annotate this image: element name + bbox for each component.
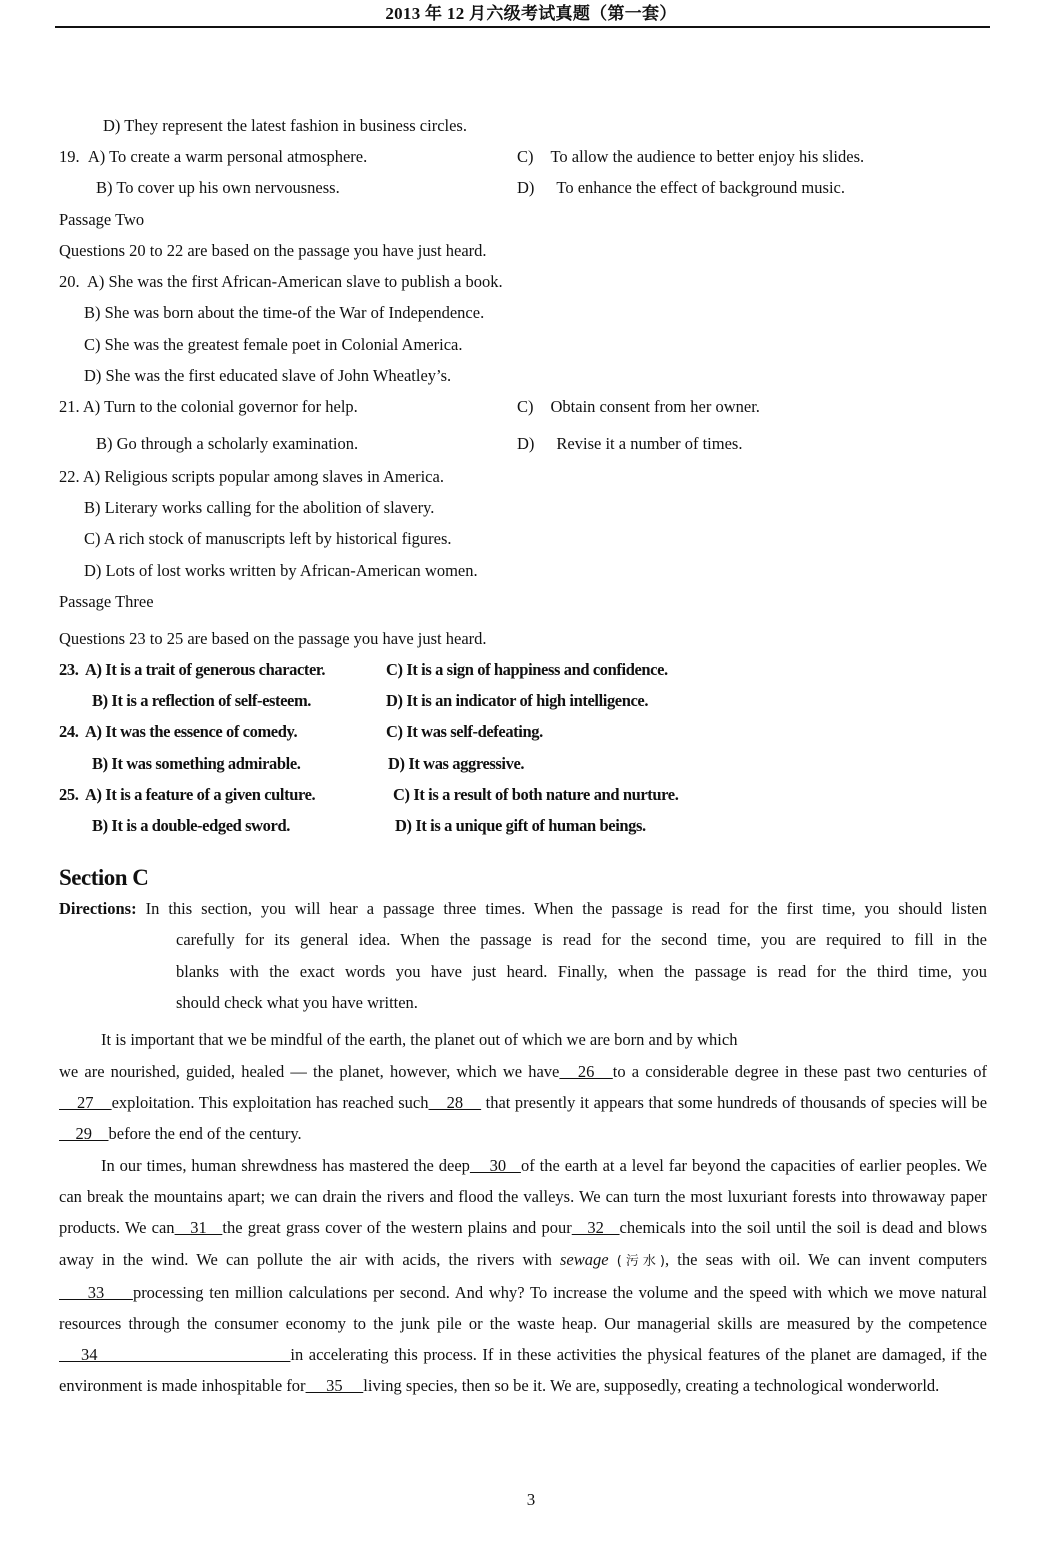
q19-c-text: To allow the audience to better enjoy his slides. bbox=[550, 147, 865, 166]
passage-two-intro: Questions 20 to 22 are based on the passage you have just heard. bbox=[59, 241, 487, 260]
q21-option-d bbox=[517, 434, 742, 454]
q25-option-c: C) It is a result of both nature and nurture. bbox=[393, 785, 679, 804]
passage-text: exploitation. This exploitation has reached such bbox=[111, 1093, 429, 1113]
q24-option-c: C) It was self-defeating. bbox=[386, 722, 543, 741]
q19-d-text: To enhance the effect of background music. bbox=[556, 178, 845, 197]
passage-three-intro: Questions 23 to 25 are based on the passage you have just heard. bbox=[59, 629, 487, 648]
passage-text: the great grass cover of the western plains and pour bbox=[222, 1218, 572, 1238]
passage-text: that presently it appears that some hundreds of thousands of species will be bbox=[481, 1093, 988, 1113]
header-divider bbox=[55, 26, 990, 28]
passage-text: chemicals into the soil until the soil is dead and blows away in the wind. We can pollute the air with acids, the rivers with bbox=[59, 1218, 988, 1269]
q19-option-a bbox=[59, 147, 367, 167]
q19-option-d bbox=[517, 178, 845, 198]
q22-option-a: 22. A) Religious scripts popular among slaves in America. bbox=[59, 467, 444, 486]
sewage-gloss: (污水) bbox=[608, 1253, 665, 1269]
blank-28: 28 bbox=[428, 1093, 482, 1113]
passage-p1-line-1: It is important that we be mindful of the earth, the planet out of which we are born and by which bbox=[101, 1030, 738, 1049]
passage-paragraph-2 bbox=[59, 1150, 987, 1402]
directions-label: Directions: bbox=[59, 899, 137, 918]
q21-option-c bbox=[517, 397, 760, 417]
q23-option-d: D) It is an indicator of high intelligence. bbox=[386, 691, 649, 710]
q25-option-a: 25. A) It is a feature of a given culture. bbox=[59, 785, 316, 804]
q21-option-b: B) Go through a scholarly examination. bbox=[96, 434, 359, 453]
sewage-word: sewage bbox=[560, 1249, 609, 1269]
passage-text: to a considerable degree in these past two centuries of bbox=[612, 1062, 988, 1081]
q25-option-d: D) It is a unique gift of human beings. bbox=[395, 816, 646, 835]
q23-option-c: C) It is a sign of happiness and confidence. bbox=[386, 660, 668, 679]
q22-option-b: B) Literary works calling for the abolition of slavery. bbox=[84, 498, 435, 517]
blank-32: 32 bbox=[571, 1218, 620, 1238]
blank-27: 27 bbox=[59, 1093, 112, 1113]
q19-number: 19. bbox=[59, 147, 80, 166]
q19-c-label: C) bbox=[517, 147, 534, 166]
q20-option-c: C) She was the greatest female poet in Colonial America. bbox=[84, 335, 463, 354]
q19-option-b: B) To cover up his own nervousness. bbox=[96, 178, 340, 197]
blank-29: 29 bbox=[59, 1124, 109, 1144]
page-number: 3 bbox=[526, 1490, 536, 1509]
blank-33: 33 bbox=[59, 1282, 133, 1302]
passage-text: in accelerating this process. If in these activities the physical features of the planet are damaged, if the environment is made inhospitable for bbox=[59, 1345, 987, 1396]
passage-text: , the seas with oil. We can invent computers bbox=[664, 1249, 987, 1269]
q24-option-d: D) It was aggressive. bbox=[388, 754, 525, 773]
directions-line-4: should check what you have written. bbox=[176, 993, 418, 1012]
q23-option-a: 23. A) It is a trait of generous character. bbox=[59, 660, 326, 679]
page-header-title: 2013 年 12 月六级考试真题（第一套） bbox=[385, 4, 677, 23]
q24-option-a: 24. A) It was the essence of comedy. bbox=[59, 722, 298, 741]
q21-option-a: 21. A) Turn to the colonial governor for help. bbox=[59, 397, 358, 416]
passage-text: living species, then so be it. We are, supposedly, creating a technological wonderworld. bbox=[363, 1376, 940, 1396]
q19-a-text: A) To create a warm personal atmosphere. bbox=[87, 147, 368, 166]
q20-option-d: D) She was the first educated slave of John Wheatley’s. bbox=[84, 366, 452, 385]
q21-d-label: D) bbox=[517, 434, 535, 453]
blank-31: 31 bbox=[174, 1218, 223, 1238]
q24-option-b: B) It was something admirable. bbox=[92, 754, 301, 773]
passage-text: before the end of the century. bbox=[108, 1124, 302, 1144]
section-c-title: Section C bbox=[59, 865, 149, 890]
blank-34: 34 bbox=[59, 1345, 291, 1365]
passage-text: In our times, human shrewdness has mastered the deep bbox=[101, 1156, 470, 1175]
q21-c-label: C) bbox=[517, 397, 534, 416]
q18-option-d: D) They represent the latest fashion in business circles. bbox=[103, 116, 467, 135]
passage-paragraph-1 bbox=[59, 1056, 987, 1150]
blank-26: 26 bbox=[559, 1062, 613, 1081]
q19-option-c bbox=[517, 147, 864, 167]
q21-d-text: Revise it a number of times. bbox=[556, 434, 743, 453]
directions-line-3: blanks with the exact words you have just heard. Finally, when the passage is read for the third time, you bbox=[176, 962, 987, 981]
q22-option-d: D) Lots of lost works written by African-American women. bbox=[84, 561, 478, 580]
passage-text: processing ten million calculations per second. And why? To increase the volume and the speed with which we move natural resources through the consumer economy to the junk pile or the waste heap. Our managerial skills are measured by the competence bbox=[59, 1282, 987, 1334]
directions-line-1 bbox=[59, 899, 987, 919]
q20-option-a: 20. A) She was the first African-American slave to publish a book. bbox=[59, 272, 503, 291]
q23-option-b: B) It is a reflection of self-esteem. bbox=[92, 691, 312, 710]
directions-line-2: carefully for its general idea. When the passage is read for the second time, you are required to fill in the bbox=[176, 930, 987, 949]
q20-option-b: B) She was born about the time-of the War of Independence. bbox=[84, 303, 485, 322]
passage-three-heading: Passage Three bbox=[59, 592, 154, 611]
blank-30: 30 bbox=[469, 1156, 521, 1175]
q22-option-c: C) A rich stock of manuscripts left by historical figures. bbox=[84, 529, 452, 548]
passage-text: we are nourished, guided, healed — the planet, however, which we have bbox=[59, 1062, 560, 1081]
blank-35: 35 bbox=[305, 1376, 364, 1396]
q21-c-text: Obtain consent from her owner. bbox=[550, 397, 760, 416]
q19-d-label: D) bbox=[517, 178, 535, 197]
directions-text-1: In this section, you will hear a passage three times. When the passage is read for the first time, you should listen bbox=[136, 899, 987, 918]
passage-text: of the earth at a level far beyond the capacities of earlier peoples. We can break the mountains apart; we can drain the rivers and flood the valleys. We can turn the most luxuriant forests into throwaway paper products. We can bbox=[59, 1156, 987, 1238]
q25-option-b: B) It is a double-edged sword. bbox=[92, 816, 290, 835]
passage-two-heading: Passage Two bbox=[59, 210, 145, 229]
